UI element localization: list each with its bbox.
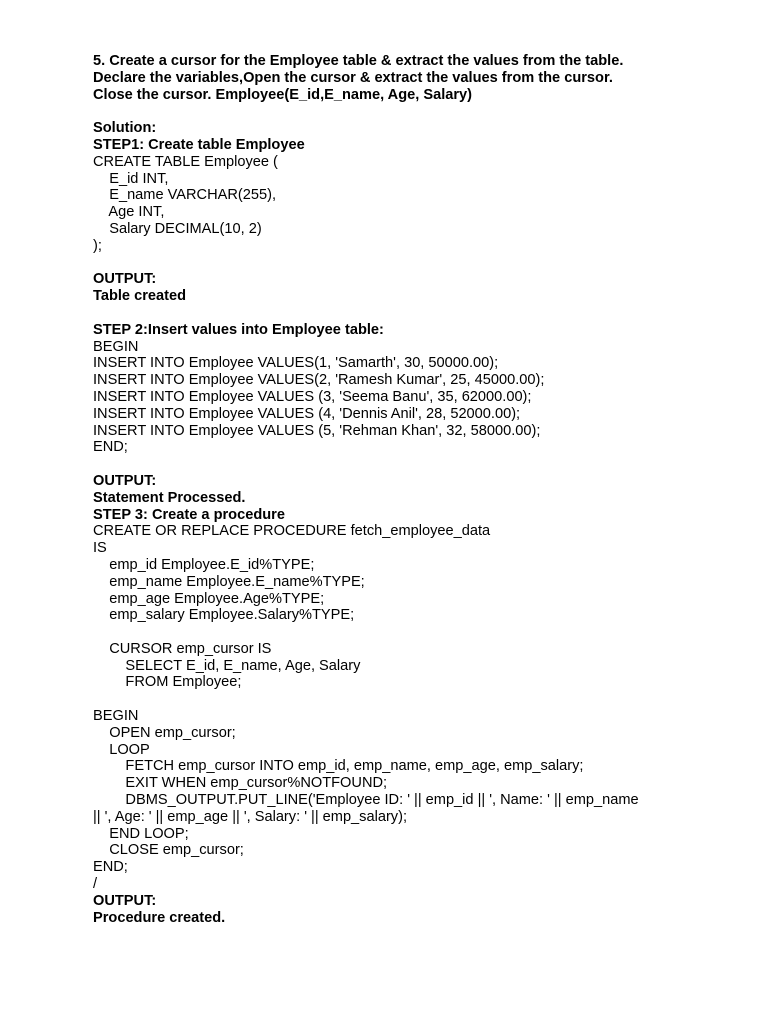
text-line — [93, 103, 733, 120]
text-line: ); — [93, 237, 102, 254]
text-line: emp_salary Employee.Salary%TYPE; — [93, 607, 355, 624]
text-line — [93, 691, 733, 708]
heading-line: Table created — [93, 288, 187, 305]
text-line: BEGIN — [93, 338, 139, 355]
text-line: INSERT INTO Employee VALUES (5, 'Rehman Khan', 32, 58000.00); — [93, 422, 541, 439]
text-line: FETCH emp_cursor INTO emp_id, emp_name, emp_age, emp_salary; — [93, 758, 584, 775]
heading-line: OUTPUT: — [93, 271, 157, 288]
text-line: emp_age Employee.Age%TYPE; — [93, 590, 325, 607]
heading-line: Statement Processed. — [93, 489, 246, 506]
text-line: INSERT INTO Employee VALUES (4, 'Dennis Anil', 28, 52000.00); — [93, 405, 521, 422]
heading-line: STEP1: Create table Employee — [93, 136, 305, 153]
text-line: || ', Age: ' || emp_age || ', Salary: ' || emp_salary); — [93, 808, 408, 825]
text-line: INSERT INTO Employee VALUES (3, 'Seema Banu', 35, 62000.00); — [93, 388, 532, 405]
text-line — [93, 624, 733, 641]
heading-line: Procedure created. — [93, 909, 226, 926]
text-line: E_id INT, — [93, 170, 169, 187]
text-line: BEGIN — [93, 708, 139, 725]
heading-line: Declare the variables,Open the cursor & extract the values from the cursor. — [93, 69, 613, 86]
text-line: END LOOP; — [93, 825, 189, 842]
text-line: DBMS_OUTPUT.PUT_LINE('Employee ID: ' || emp_id || ', Name: ' || emp_name — [93, 792, 639, 809]
heading-line: Close the cursor. Employee(E_id,E_name, Age, Salary) — [93, 86, 473, 103]
text-line: SELECT E_id, E_name, Age, Salary — [93, 657, 361, 674]
text-line: CREATE OR REPLACE PROCEDURE fetch_employee_data — [93, 523, 491, 540]
text-line: / — [93, 876, 98, 893]
text-line: INSERT INTO Employee VALUES(2, 'Ramesh Kumar', 25, 45000.00); — [93, 372, 545, 389]
text-line — [93, 255, 733, 272]
heading-line: OUTPUT: — [93, 472, 157, 489]
text-line: EXIT WHEN emp_cursor%NOTFOUND; — [93, 775, 388, 792]
text-line: OPEN emp_cursor; — [93, 724, 236, 741]
text-line: INSERT INTO Employee VALUES(1, 'Samarth', 30, 50000.00); — [93, 355, 499, 372]
text-line: E_name VARCHAR(255), — [93, 187, 277, 204]
heading-line: STEP 3: Create a procedure — [93, 506, 285, 523]
text-line: Age INT, — [93, 204, 165, 221]
text-line: emp_name Employee.E_name%TYPE; — [93, 573, 365, 590]
text-line: FROM Employee; — [93, 674, 242, 691]
text-line: IS — [93, 540, 107, 557]
heading-line: 5. Create a cursor for the Employee table & extract the values from the table. — [93, 53, 624, 69]
text-line — [93, 305, 733, 322]
text-line: CREATE TABLE Employee ( — [93, 153, 278, 170]
text-line: emp_id Employee.E_id%TYPE; — [93, 556, 315, 573]
heading-line: OUTPUT: — [93, 892, 157, 909]
text-line: CLOSE emp_cursor; — [93, 842, 244, 859]
text-line: LOOP — [93, 741, 150, 758]
document-body — [93, 53, 733, 926]
heading-line: STEP 2:Insert values into Employee table: — [93, 321, 384, 338]
heading-line: Solution: — [93, 120, 157, 137]
text-line: END; — [93, 439, 128, 456]
text-line: Salary DECIMAL(10, 2) — [93, 220, 262, 237]
text-line: END; — [93, 859, 128, 876]
text-line — [93, 456, 733, 473]
text-line: CURSOR emp_cursor IS — [93, 640, 272, 657]
